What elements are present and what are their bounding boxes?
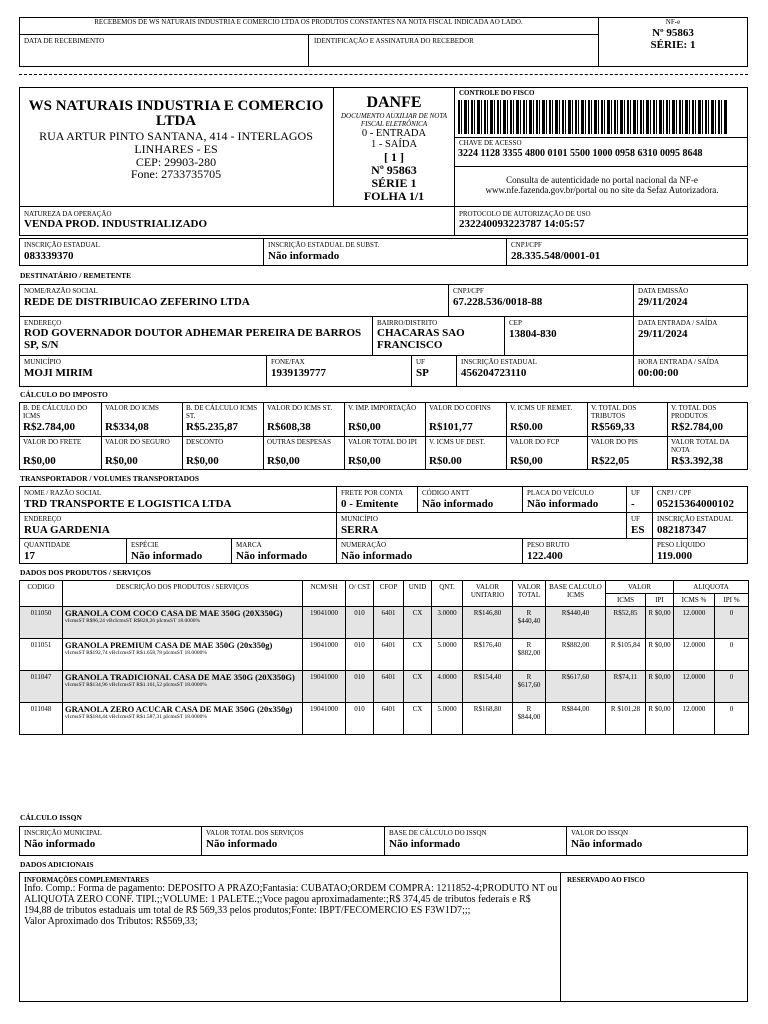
tax-label: VALOR DO ICMS [105, 404, 159, 412]
product-row [20, 671, 749, 703]
product-icms: R $105,84 [606, 639, 646, 671]
reserved-label: RESERVADO AO FISCO [567, 876, 645, 884]
additional-section-title: DADOS ADICIONAIS [20, 860, 94, 869]
net-weight: 119.000 [657, 550, 693, 562]
access-key: 3224 1128 3355 4800 0101 5500 1000 0958 6310 0095 8648 [458, 148, 703, 159]
info-label: INFORMAÇÕES COMPLEMENTARES [24, 876, 149, 884]
col-qty: QNT. [432, 581, 463, 607]
product-cfop: 6401 [374, 671, 404, 703]
col-icms-rate: ICMS % [674, 594, 715, 607]
products-section-title: DADOS DOS PRODUTOS / SERVIÇOS [20, 568, 151, 577]
product-unit: CX [404, 671, 432, 703]
tax-label: VALOR DO FRETE [23, 438, 82, 446]
transport-section-title: TRANSPORTADOR / VOLUMES TRANSPORTADOS [20, 474, 200, 483]
barcode [458, 100, 728, 134]
col-ipi: IPI [646, 594, 674, 607]
qty-value: 17 [24, 550, 35, 562]
product-st-info: vIcmsST R$192,74 vBcIcmsST R$1.658,78 pIcmsST 18.0000% [65, 650, 207, 656]
products-table [19, 580, 749, 735]
col-ncm: NCM/SH [303, 581, 346, 607]
plate-label: PLACA DO VEÍCULO [527, 489, 594, 497]
danfe-entry: 0 - ENTRADA [361, 128, 427, 139]
brand-label: MARCA [236, 541, 262, 549]
tax-label: VALOR TOTAL DO IPI [348, 438, 417, 446]
species-value: Não informado [131, 550, 203, 562]
tax-label: V. ICMS UF REMET. [510, 404, 573, 412]
tax-value: R$608,38 [267, 421, 311, 433]
emission-label: DATA EMISSÃO [638, 287, 689, 295]
tax-label: B. DE CÁLCULO ICMS ST. [186, 404, 258, 420]
species-label: ESPÉCIE [131, 541, 159, 549]
product-code: 011051 [20, 639, 63, 671]
nature-value: VENDA PROD. INDUSTRIALIZADO [24, 218, 208, 230]
issuer-name: WS NATURAIS INDUSTRIA E COMERCIO LTDA [28, 98, 324, 129]
tax-value: R$2.784,00 [671, 421, 723, 433]
tax-value: R$0,00 [510, 455, 543, 467]
issqn-base-value: Não informado [389, 838, 461, 850]
tax-label: VALOR DO FCP [510, 438, 560, 446]
issuer-cep: CEP: 29903-280 [135, 155, 217, 169]
product-total: R $617,60 [513, 671, 546, 703]
danfe-exit: 1 - SAÍDA [370, 139, 418, 150]
carrier-name-label: NOME / RAZÃO SOCIAL [24, 489, 102, 497]
product-description [63, 607, 303, 639]
product-st-info: vIcmsST R$184,44 vBcIcmsST R$1.587,31 pIcmsST 18.0000% [65, 714, 207, 720]
product-ipi: R $0,00 [646, 639, 674, 671]
danfe-page: FOLHA 1/1 [363, 189, 425, 203]
product-ncm: 19041000 [303, 607, 346, 639]
product-qty: 4.0000 [432, 671, 463, 703]
recipient-city: MOJI MIRIM [24, 367, 93, 379]
access-key-label: CHAVE DE ACESSO [459, 139, 522, 147]
tax-value: R$22,05 [591, 455, 630, 467]
issuer-address: RUA ARTUR PINTO SANTANA, 414 - INTERLAGOS [39, 129, 313, 143]
antt-value: Não informado [422, 498, 494, 510]
product-unit-value: R$146,80 [463, 607, 513, 639]
product-code: 011047 [20, 671, 63, 703]
product-unit-value: R$176,40 [463, 639, 513, 671]
district-label: BAIRRO/DISTRITO [377, 319, 438, 327]
recipient-name-label: NOME/RAZÃO SOCIAL [24, 287, 98, 295]
product-icms: R$52,85 [606, 607, 646, 639]
col-code: CODIGO [20, 581, 63, 607]
tax-label: VALOR DO PIS [591, 438, 638, 446]
col-ipi-rate: IPI % [715, 594, 749, 607]
product-name: GRANOLA ZERO ACUCAR CASA DE MAE 350G (20x350g) [65, 704, 293, 714]
product-base: R$882,00 [546, 639, 606, 671]
cut-line [19, 74, 748, 75]
tax-value: R$0,00 [348, 421, 381, 433]
col-base: BASE CALCULO ICMS [546, 581, 606, 607]
entry-date-label: DATA ENTRADA / SAÍDA [638, 319, 718, 327]
numbering-value: Não informado [341, 550, 413, 562]
product-base: R$844,00 [546, 703, 606, 735]
carrier-uf1-label: UF [631, 489, 640, 497]
col-unit: UNID [404, 581, 432, 607]
time-label: HORA ENTRADA / SAÍDA [638, 358, 720, 366]
product-ipi: R $0,00 [646, 671, 674, 703]
col-desc: DESCRIÇÃO DOS PRODUTOS / SERVIÇOS [63, 581, 303, 607]
product-row [20, 607, 749, 639]
product-unit: CX [404, 703, 432, 735]
product-icms: R $101,28 [606, 703, 646, 735]
product-unit: CX [404, 607, 432, 639]
receipt-series: SÉRIE: 1 [650, 39, 696, 51]
issuer-city: LINHARES - ES [134, 142, 218, 156]
carrier-ie-label: INSCRIÇÃO ESTADUAL [657, 515, 733, 523]
ie-label: INSCRIÇÃO ESTADUAL [24, 241, 100, 249]
product-description [63, 703, 303, 735]
product-name: GRANOLA PREMIUM CASA DE MAE 350G (20x350g) [65, 640, 273, 650]
entry-date: 29/11/2024 [638, 328, 688, 340]
tax-value: R$3.392,38 [671, 455, 723, 467]
recipient-phone-label: FONE/FAX [271, 358, 305, 366]
product-icms-rate: 12.0000 [674, 639, 715, 671]
product-cfop: 6401 [374, 607, 404, 639]
carrier-uf2-label: UF [631, 515, 640, 523]
recipient-uf-label: UF [416, 358, 425, 366]
recipient-section-title: DESTINATÁRIO / REMETENTE [20, 271, 132, 280]
product-st-info: vIcmsST R$96,24 vBcIcmsST R$828,26 pIcmsST 18.0000% [65, 618, 201, 624]
info-text: Info. Comp.: Forma de pagamento: DEPOSITO A PRAZO;Fantasia: CUBATAO;ORDEM COMPRA: 1211852-4;PRODUTO NT ou ALIQUOTA ZERO CONF. TIPI.;;VOLUME: 1 PALETE.;;Voce pagou aproximadamente:;R$ 374,45 de tributos federais e R$ 194,88 de tributos estaduais um total de R$ 569,33 pelos produtos;Fonte: IBPT/FECOMERCIO ES F3W1D7;;; [24, 883, 558, 916]
col-rate-group: ALIQUOTA [674, 581, 749, 594]
product-ipi: R $0,00 [646, 607, 674, 639]
product-unit: CX [404, 639, 432, 671]
product-ipi-rate: 0 [715, 671, 749, 703]
receipt-sign-label: IDENTIFICAÇÃO E ASSINATURA DO RECEBEDOR [314, 37, 474, 45]
tax-label: V. TOTAL DOS TRIBUTOS [591, 404, 637, 420]
issuer-cnpj-value: 28.335.548/0001-01 [511, 250, 601, 262]
product-base: R$617,60 [546, 671, 606, 703]
product-description [63, 639, 303, 671]
product-total: R $844,00 [513, 703, 546, 735]
carrier-cnpj-label: CNPJ / CPF [657, 489, 692, 497]
recipient-cep: 13804-830 [509, 328, 557, 340]
issqn-section-title: CÁLCULO ISSQN [20, 813, 82, 822]
tax-value: R$0,00 [267, 455, 300, 467]
product-ncm: 19041000 [303, 703, 346, 735]
col-cst: O/ CST [346, 581, 374, 607]
issuer-cnpj-label: CNPJ/CPF [511, 241, 542, 249]
receipt-date-label: DATA DE RECEBIMENTO [24, 37, 105, 45]
product-qty: 3.0000 [432, 607, 463, 639]
services-label: VALOR TOTAL DOS SERVIÇOS [206, 829, 304, 837]
tax-value: R$101,77 [429, 421, 473, 433]
tax-value: R$0,00 [348, 455, 381, 467]
danfe-type: [ 1 ] [384, 150, 404, 164]
col-value-group: VALOR [606, 581, 674, 594]
carrier-uf2: ES [631, 524, 645, 536]
recipient-address-label: ENDEREÇO [24, 319, 62, 327]
product-code: 011050 [20, 607, 63, 639]
tax-value: R$0,00 [105, 455, 138, 467]
tax-value: R$0,00 [186, 455, 219, 467]
recipient-cnpj: 67.228.536/0018-88 [453, 296, 543, 308]
time-value: 00:00:00 [638, 367, 679, 379]
col-total: VALOR TOTAL [513, 581, 546, 607]
net-weight-label: PESO LÍQUIDO [657, 541, 706, 549]
product-cst: 010 [346, 703, 374, 735]
municipal-label: INSCRIÇÃO MUNICIPAL [24, 829, 102, 837]
product-ncm: 19041000 [303, 671, 346, 703]
recipient-cnpj-label: CNPJ/CPF [453, 287, 484, 295]
consult-text: Consulta de autenticidade no portal nacional da NF-e www.nfe.fazenda.gov.br/portal ou no site da Sefaz Autorizadora. [485, 175, 719, 195]
product-ipi: R $0,00 [646, 703, 674, 735]
municipal-value: Não informado [24, 838, 96, 850]
recipient-address: ROD GOVERNADOR DOUTOR ADHEMAR PEREIRA DE BARROS SP, S/N [24, 327, 362, 351]
carrier-address: RUA GARDENIA [24, 524, 110, 536]
tax-label: V. IMP. IMPORTAÇÃO [348, 404, 417, 412]
tax-section-title: CÁLCULO DO IMPOSTO [20, 390, 108, 399]
info-text-2: Valor Aproximado dos Tributos: R$569,33; [24, 916, 198, 927]
danfe-subtitle: DOCUMENTO AUXILIAR DE NOTA FISCAL ELETRÔNICA [341, 112, 447, 128]
ie-subst-value: Não informado [268, 250, 340, 262]
tax-value: R$5.235,87 [186, 421, 238, 433]
product-code: 011048 [20, 703, 63, 735]
district: CHACARAS SAO FRANCISCO [377, 327, 465, 351]
product-ipi-rate: 0 [715, 703, 749, 735]
danfe-title: DANFE [366, 94, 422, 111]
tax-value: R$2.784,00 [23, 421, 75, 433]
product-base: R$440,40 [546, 607, 606, 639]
carrier-city: SERRA [341, 524, 379, 536]
carrier-city-label: MUNICÍPIO [341, 515, 378, 523]
product-row [20, 703, 749, 735]
plate-value: Não informado [527, 498, 599, 510]
ie-value: 083339370 [24, 250, 74, 262]
product-qty: 5.0000 [432, 703, 463, 735]
brand-value: Não informado [236, 550, 308, 562]
fisco-control-label: CONTROLE DO FISCO [459, 89, 535, 97]
receipt-number: Nº 95863 [652, 27, 694, 39]
nature-label: NATUREZA DA OPERAÇÃO [24, 210, 112, 218]
receipt-nfe-label: NF-e [665, 18, 681, 26]
danfe-number: Nº 95863 [371, 163, 417, 177]
gross-weight-label: PESO BRUTO [527, 541, 570, 549]
protocol-value: 232240093223787 14:05:57 [459, 218, 585, 230]
protocol-label: PROTOCOLO DE AUTORIZAÇÃO DE USO [459, 210, 591, 218]
recipient-uf: SP [416, 367, 429, 379]
tax-label: VALOR DO COFINS [429, 404, 491, 412]
product-cfop: 6401 [374, 703, 404, 735]
tax-label: OUTRAS DESPESAS [267, 438, 331, 446]
product-qty: 5.0000 [432, 639, 463, 671]
danfe-series: SÉRIE 1 [371, 176, 417, 190]
carrier-address-label: ENDEREÇO [24, 515, 62, 523]
recipient-ie: 456204723110 [461, 367, 527, 379]
product-unit-value: R$168,80 [463, 703, 513, 735]
tax-label: V. TOTAL DOS PRODUTOS [671, 404, 717, 420]
carrier-uf1: - [631, 498, 635, 510]
carrier-cnpj: 05215364000102 [657, 498, 734, 510]
numbering-label: NUMERAÇÃO [341, 541, 387, 549]
tax-value: R$0,00 [23, 455, 56, 467]
issqn-base-label: BASE DE CÁLCULO DO ISSQN [389, 829, 487, 837]
product-row [20, 639, 749, 671]
tax-label: VALOR DO ICMS ST. [267, 404, 333, 412]
tax-label: VALOR DO SEGURO [105, 438, 170, 446]
product-cst: 010 [346, 607, 374, 639]
tax-label: V. ICMS UF DEST. [429, 438, 485, 446]
freight-value: 0 - Emitente [341, 498, 399, 510]
issqn-value-label: VALOR DO ISSQN [571, 829, 629, 837]
tax-value: R$0.00 [510, 421, 543, 433]
tax-value: R$334,08 [105, 421, 149, 433]
issqn-value: Não informado [571, 838, 643, 850]
tax-value: R$569,33 [591, 421, 635, 433]
product-ipi-rate: 0 [715, 607, 749, 639]
product-icms-rate: 12.0000 [674, 607, 715, 639]
tax-value: R$0.00 [429, 455, 462, 467]
antt-label: CÓDIGO ANTT [422, 489, 470, 497]
product-cfop: 6401 [374, 639, 404, 671]
col-cfop: CFOP [374, 581, 404, 607]
product-icms-rate: 12.0000 [674, 703, 715, 735]
gross-weight: 122.400 [527, 550, 563, 562]
col-unit-value: VALOR UNITARIO [463, 581, 513, 607]
tax-label: B. DE CÁLCULO DO ICMS [23, 404, 88, 420]
freight-label: FRETE POR CONTA [341, 489, 404, 497]
product-ipi-rate: 0 [715, 639, 749, 671]
recipient-phone: 1939139777 [271, 367, 326, 379]
product-icms: R$74,11 [606, 671, 646, 703]
carrier-ie: 082187347 [657, 524, 707, 536]
carrier-name: TRD TRANSPORTE E LOGISTICA LTDA [24, 498, 232, 510]
emission-date: 29/11/2024 [638, 296, 688, 308]
services-value: Não informado [206, 838, 278, 850]
product-description [63, 671, 303, 703]
recipient-ie-label: INSCRIÇÃO ESTADUAL [461, 358, 537, 366]
issuer-phone: Fone: 2733735705 [130, 167, 222, 181]
product-unit-value: R$154,40 [463, 671, 513, 703]
product-icms-rate: 12.0000 [674, 671, 715, 703]
product-name: GRANOLA COM COCO CASA DE MAE 350G (20X350G) [65, 608, 283, 618]
recipient-cep-label: CEP [509, 319, 522, 327]
product-st-info: vIcmsST R$134,96 vBcIcmsST R$1.161,52 pIcmsST 18.0000% [65, 682, 207, 688]
tax-label: VALOR TOTAL DA NOTA [671, 438, 730, 454]
product-total: R $882,00 [513, 639, 546, 671]
recipient-name: REDE DE DISTRIBUICAO ZEFERINO LTDA [24, 296, 250, 308]
ie-subst-label: INSCRIÇÃO ESTADUAL DE SUBST. [268, 241, 380, 249]
ie-row [19, 238, 748, 266]
product-cst: 010 [346, 639, 374, 671]
receipt-message: RECEBEMOS DE WS NATURAIS INDUSTRIA E COMERCIO LTDA OS PRODUTOS CONSTANTES NA NOTA FISCAL INDICADA AO LADO. [94, 18, 523, 26]
product-cst: 010 [346, 671, 374, 703]
product-name: GRANOLA TRADICIONAL CASA DE MAE 350G (20X350G) [65, 672, 295, 682]
tax-label: DESCONTO [186, 438, 224, 446]
recipient-city-label: MUNICÍPIO [24, 358, 61, 366]
product-total: R $440,40 [513, 607, 546, 639]
col-icms: ICMS [606, 594, 646, 607]
qty-label: QUANTIDADE [24, 541, 71, 549]
product-ncm: 19041000 [303, 639, 346, 671]
